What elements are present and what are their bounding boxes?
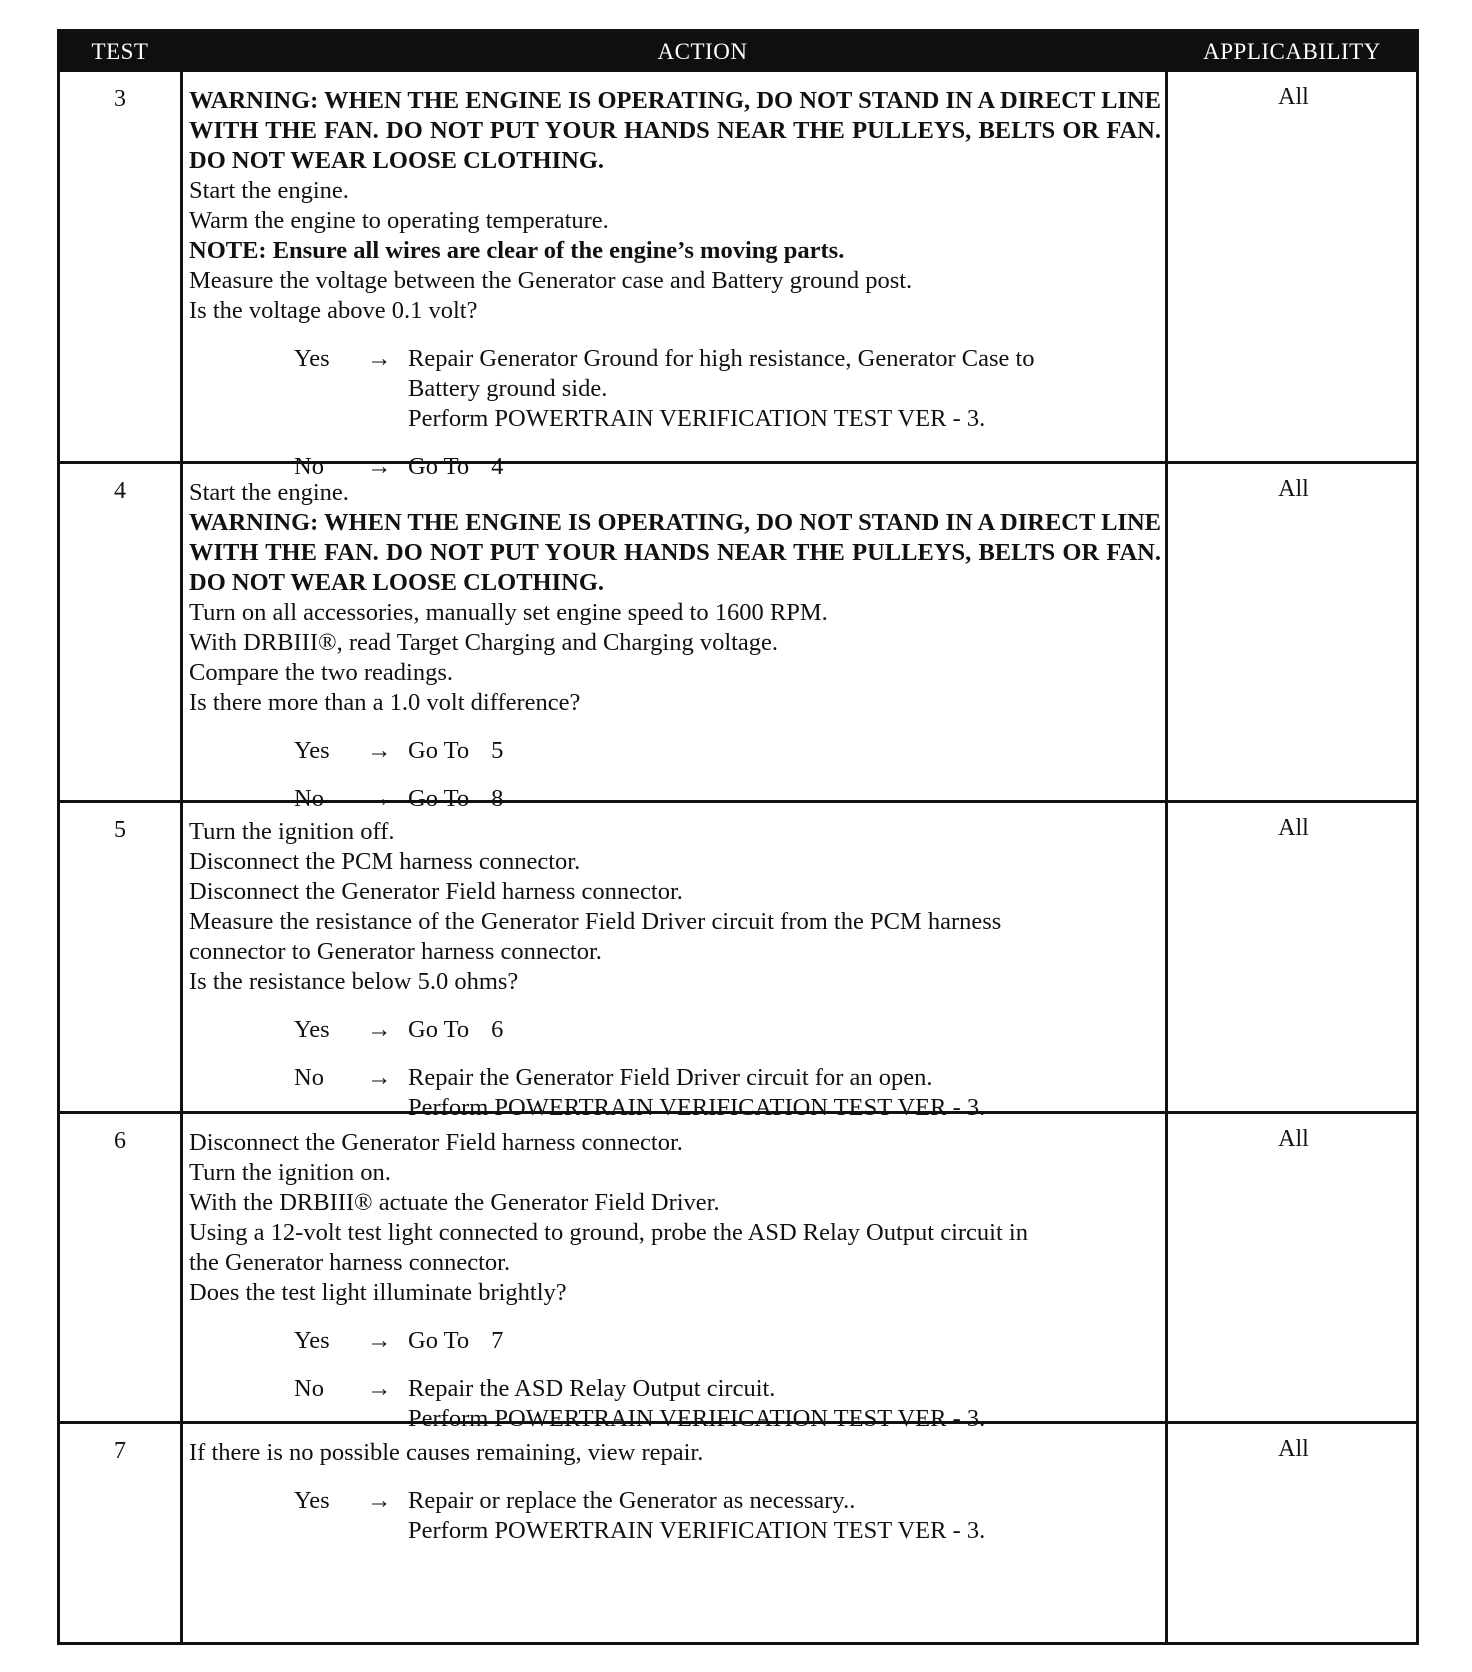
test-number: 7: [114, 1438, 126, 1464]
answer-label: Yes: [294, 1016, 330, 1043]
action-line: the Generator harness connector.: [189, 1249, 511, 1276]
answer-goto: [408, 1326, 1161, 1356]
header-action: ACTION: [657, 39, 748, 64]
result-line: Perform POWERTRAIN VERIFICATION TEST VER - 3.: [408, 1405, 986, 1432]
result-line: Repair Generator Ground for high resistance, Generator Case to: [408, 345, 1035, 372]
action-cell: [189, 86, 1161, 482]
arrow-icon: →: [367, 453, 392, 480]
arrow-icon: →: [367, 345, 392, 372]
answer-result: [408, 1486, 1161, 1546]
goto-label: Go To: [408, 1016, 470, 1043]
arrow-icon: →: [367, 1487, 392, 1514]
goto-number: 8: [491, 785, 504, 812]
action-line: connector to Generator harness connector.: [189, 938, 602, 965]
table-header: [60, 32, 1416, 72]
answer-goto: [408, 1015, 1161, 1045]
action-line: Start the engine.: [189, 177, 349, 204]
answer-yes: [189, 1326, 1161, 1356]
answer-result: [408, 344, 1161, 434]
question-text: Does the test light illuminate brightly?: [189, 1279, 567, 1306]
action-cell: [189, 478, 1161, 814]
question-text: Is the resistance below 5.0 ohms?: [189, 968, 519, 995]
arrow-icon: →: [367, 1327, 392, 1354]
action-line: Measure the resistance of the Generator Field Driver circuit from the PCM harness: [189, 908, 1002, 935]
table-row: [60, 803, 1416, 1121]
answer-label: Yes: [294, 737, 330, 764]
goto-label: Go To: [408, 785, 470, 812]
arrow-icon: →: [367, 1016, 392, 1043]
result-line: Repair the ASD Relay Output circuit.: [408, 1375, 776, 1402]
applicability-value: All: [1278, 84, 1309, 110]
answer-yes: [189, 1015, 1161, 1045]
answer-yes: [189, 344, 1161, 434]
action-cell: [189, 817, 1161, 1123]
result-line: Perform POWERTRAIN VERIFICATION TEST VER - 3.: [408, 1517, 986, 1544]
applicability-value: All: [1278, 1436, 1309, 1462]
action-line: Measure the voltage between the Generator case and Battery ground post.: [189, 267, 913, 294]
test-number: 5: [114, 817, 126, 843]
applicability-value: All: [1278, 1126, 1309, 1152]
action-line: Start the engine.: [189, 479, 349, 506]
applicability-value: All: [1278, 476, 1309, 502]
result-line: Repair or replace the Generator as necessary..: [408, 1487, 856, 1514]
test-number: 3: [114, 86, 126, 112]
goto-label: Go To: [408, 737, 470, 764]
action-line: Compare the two readings.: [189, 659, 453, 686]
test-number: 4: [114, 478, 126, 504]
test-number: 6: [114, 1128, 126, 1154]
result-line: Perform POWERTRAIN VERIFICATION TEST VER - 3.: [408, 1094, 986, 1121]
action-line: Turn on all accessories, manually set engine speed to 1600 RPM.: [189, 599, 828, 626]
header-test: TEST: [91, 39, 149, 64]
action-line: With DRBIII®, read Target Charging and Charging voltage.: [189, 629, 779, 656]
answer-yes: [189, 1486, 1161, 1546]
goto-number: 4: [491, 453, 504, 480]
question-text: If there is no possible causes remaining, view repair.: [189, 1439, 704, 1466]
warning-text: WARNING: WHEN THE ENGINE IS OPERATING, DO NOT STAND IN A DIRECT LINE WITH THE FAN. DO NOT PUT YOUR HANDS NEAR THE PULLEYS, BELTS OR FAN. DO NOT WEAR LOOSE CLOTHING.: [189, 509, 1161, 596]
result-line: Repair the Generator Field Driver circuit for an open.: [408, 1064, 933, 1091]
action-line: Disconnect the Generator Field harness connector.: [189, 878, 683, 905]
table-row: [60, 1114, 1416, 1432]
note-text: NOTE: Ensure all wires are clear of the engine’s moving parts.: [189, 237, 845, 264]
table-row: [60, 1424, 1416, 1642]
answer-label: Yes: [294, 1487, 330, 1514]
warning-text: WARNING: WHEN THE ENGINE IS OPERATING, DO NOT STAND IN A DIRECT LINE WITH THE FAN. DO NOT PUT YOUR HANDS NEAR THE PULLEYS, BELTS OR FAN. DO NOT WEAR LOOSE CLOTHING.: [189, 87, 1161, 174]
answer-label: No: [294, 1064, 324, 1091]
applicability-value: All: [1278, 815, 1309, 841]
action-line: Disconnect the Generator Field harness connector.: [189, 1129, 683, 1156]
goto-label: Go To: [408, 453, 470, 480]
table-row: [60, 72, 1416, 480]
answer-label: Yes: [294, 345, 330, 372]
goto-number: 7: [491, 1327, 504, 1354]
table-row: [60, 464, 1416, 812]
action-line: Turn the ignition off.: [189, 818, 395, 845]
action-line: Turn the ignition on.: [189, 1159, 391, 1186]
answer-yes: [189, 736, 1161, 766]
arrow-icon: →: [367, 785, 392, 812]
arrow-icon: →: [367, 1375, 392, 1402]
question-text: Is there more than a 1.0 volt difference?: [189, 689, 581, 716]
question-text: Is the voltage above 0.1 volt?: [189, 297, 478, 324]
answer-label: No: [294, 785, 324, 812]
action-cell: [189, 1128, 1161, 1434]
arrow-icon: →: [367, 737, 392, 764]
header-applicability: APPLICABILITY: [1203, 39, 1381, 64]
arrow-icon: →: [367, 1064, 392, 1091]
action-line: Warm the engine to operating temperature.: [189, 207, 609, 234]
result-line: Perform POWERTRAIN VERIFICATION TEST VER - 3.: [408, 405, 986, 432]
goto-label: Go To: [408, 1327, 470, 1354]
action-line: Disconnect the PCM harness connector.: [189, 848, 581, 875]
action-line: With the DRBIII® actuate the Generator Field Driver.: [189, 1189, 720, 1216]
answer-label: No: [294, 453, 324, 480]
diagnostic-table: [57, 29, 1419, 1645]
action-line: Using a 12-volt test light connected to ground, probe the ASD Relay Output circuit in: [189, 1219, 1028, 1246]
answer-goto: [408, 736, 1161, 766]
goto-number: 6: [491, 1016, 504, 1043]
goto-number: 5: [491, 737, 504, 764]
answer-label: No: [294, 1375, 324, 1402]
result-line: Battery ground side.: [408, 375, 608, 402]
action-cell: [189, 1438, 1161, 1546]
answer-label: Yes: [294, 1327, 330, 1354]
